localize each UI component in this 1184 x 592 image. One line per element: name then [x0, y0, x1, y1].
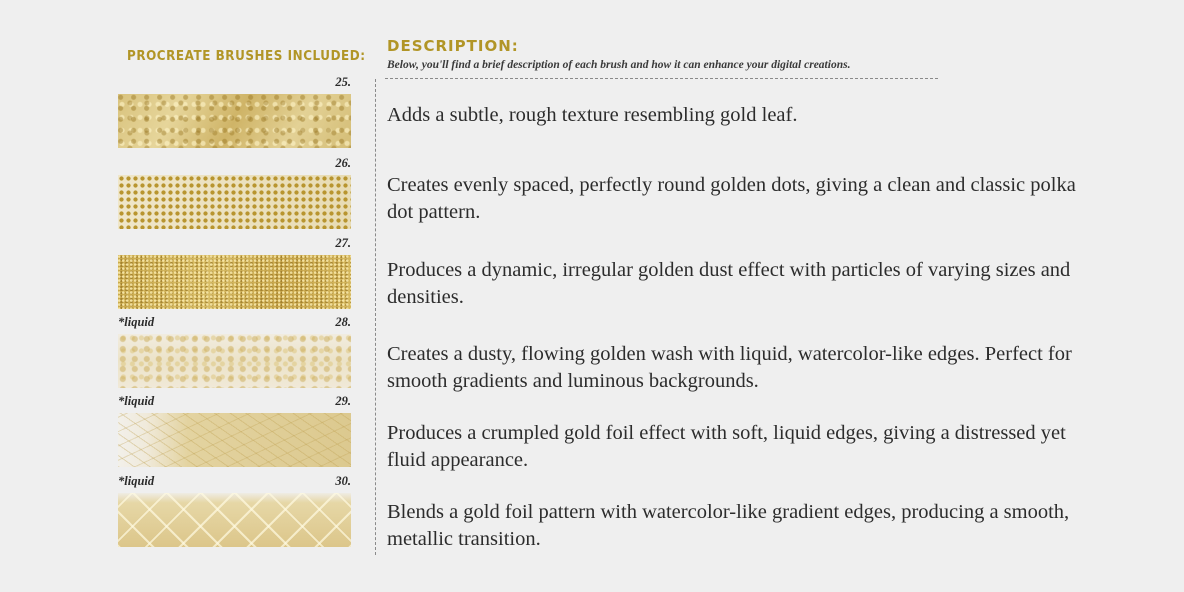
brush-description-26: Creates evenly spaced, perfectly round golden dots, giving a clean and classic polka dot pattern. — [387, 174, 1076, 223]
brush-number: 25. — [335, 75, 351, 89]
brush-description-25: Adds a subtle, rough texture resembling gold leaf. — [387, 104, 798, 126]
brush-description-30: Blends a gold foil pattern with watercolor-like gradient edges, producing a smooth, metallic transition. — [387, 501, 1070, 550]
description-heading: DESCRIPTION: — [387, 37, 519, 55]
brush-description-29: Produces a crumpled gold foil effect with soft, liquid edges, giving a distressed yet fluid appearance. — [387, 422, 1066, 471]
brushes-included-heading: PROCREATE BRUSHES INCLUDED: — [127, 49, 366, 64]
horizontal-divider — [385, 78, 938, 79]
brush-tag: *liquid — [118, 474, 155, 488]
description-subtitle: Below, you'll find a brief description of each brush and how it can enhance your digital creations. — [387, 59, 851, 71]
brush-description-28: Creates a dusty, flowing golden wash with liquid, watercolor-like edges. Perfect for smooth gradients and luminous backgrounds. — [387, 343, 1072, 392]
brush-swatch-polka-dots — [118, 175, 351, 229]
brush-number: 30. — [335, 474, 351, 488]
brush-number: 27. — [335, 236, 351, 250]
brush-swatch-gold-wash — [118, 334, 351, 388]
brush-swatch-foil-pattern — [118, 493, 351, 547]
brush-number: 26. — [335, 156, 351, 170]
brush-swatch-gold-leaf — [118, 94, 351, 148]
brush-tag: *liquid — [118, 315, 155, 329]
brush-number: 29. — [335, 394, 351, 408]
brush-tag: *liquid — [118, 394, 155, 408]
brush-swatch-gold-dust — [118, 255, 351, 309]
vertical-divider — [375, 79, 376, 555]
brush-description-27: Produces a dynamic, irregular golden dust effect with particles of varying sizes and densities. — [387, 259, 1071, 308]
brush-swatch-crumpled-foil — [118, 413, 351, 467]
brush-number: 28. — [335, 315, 351, 329]
